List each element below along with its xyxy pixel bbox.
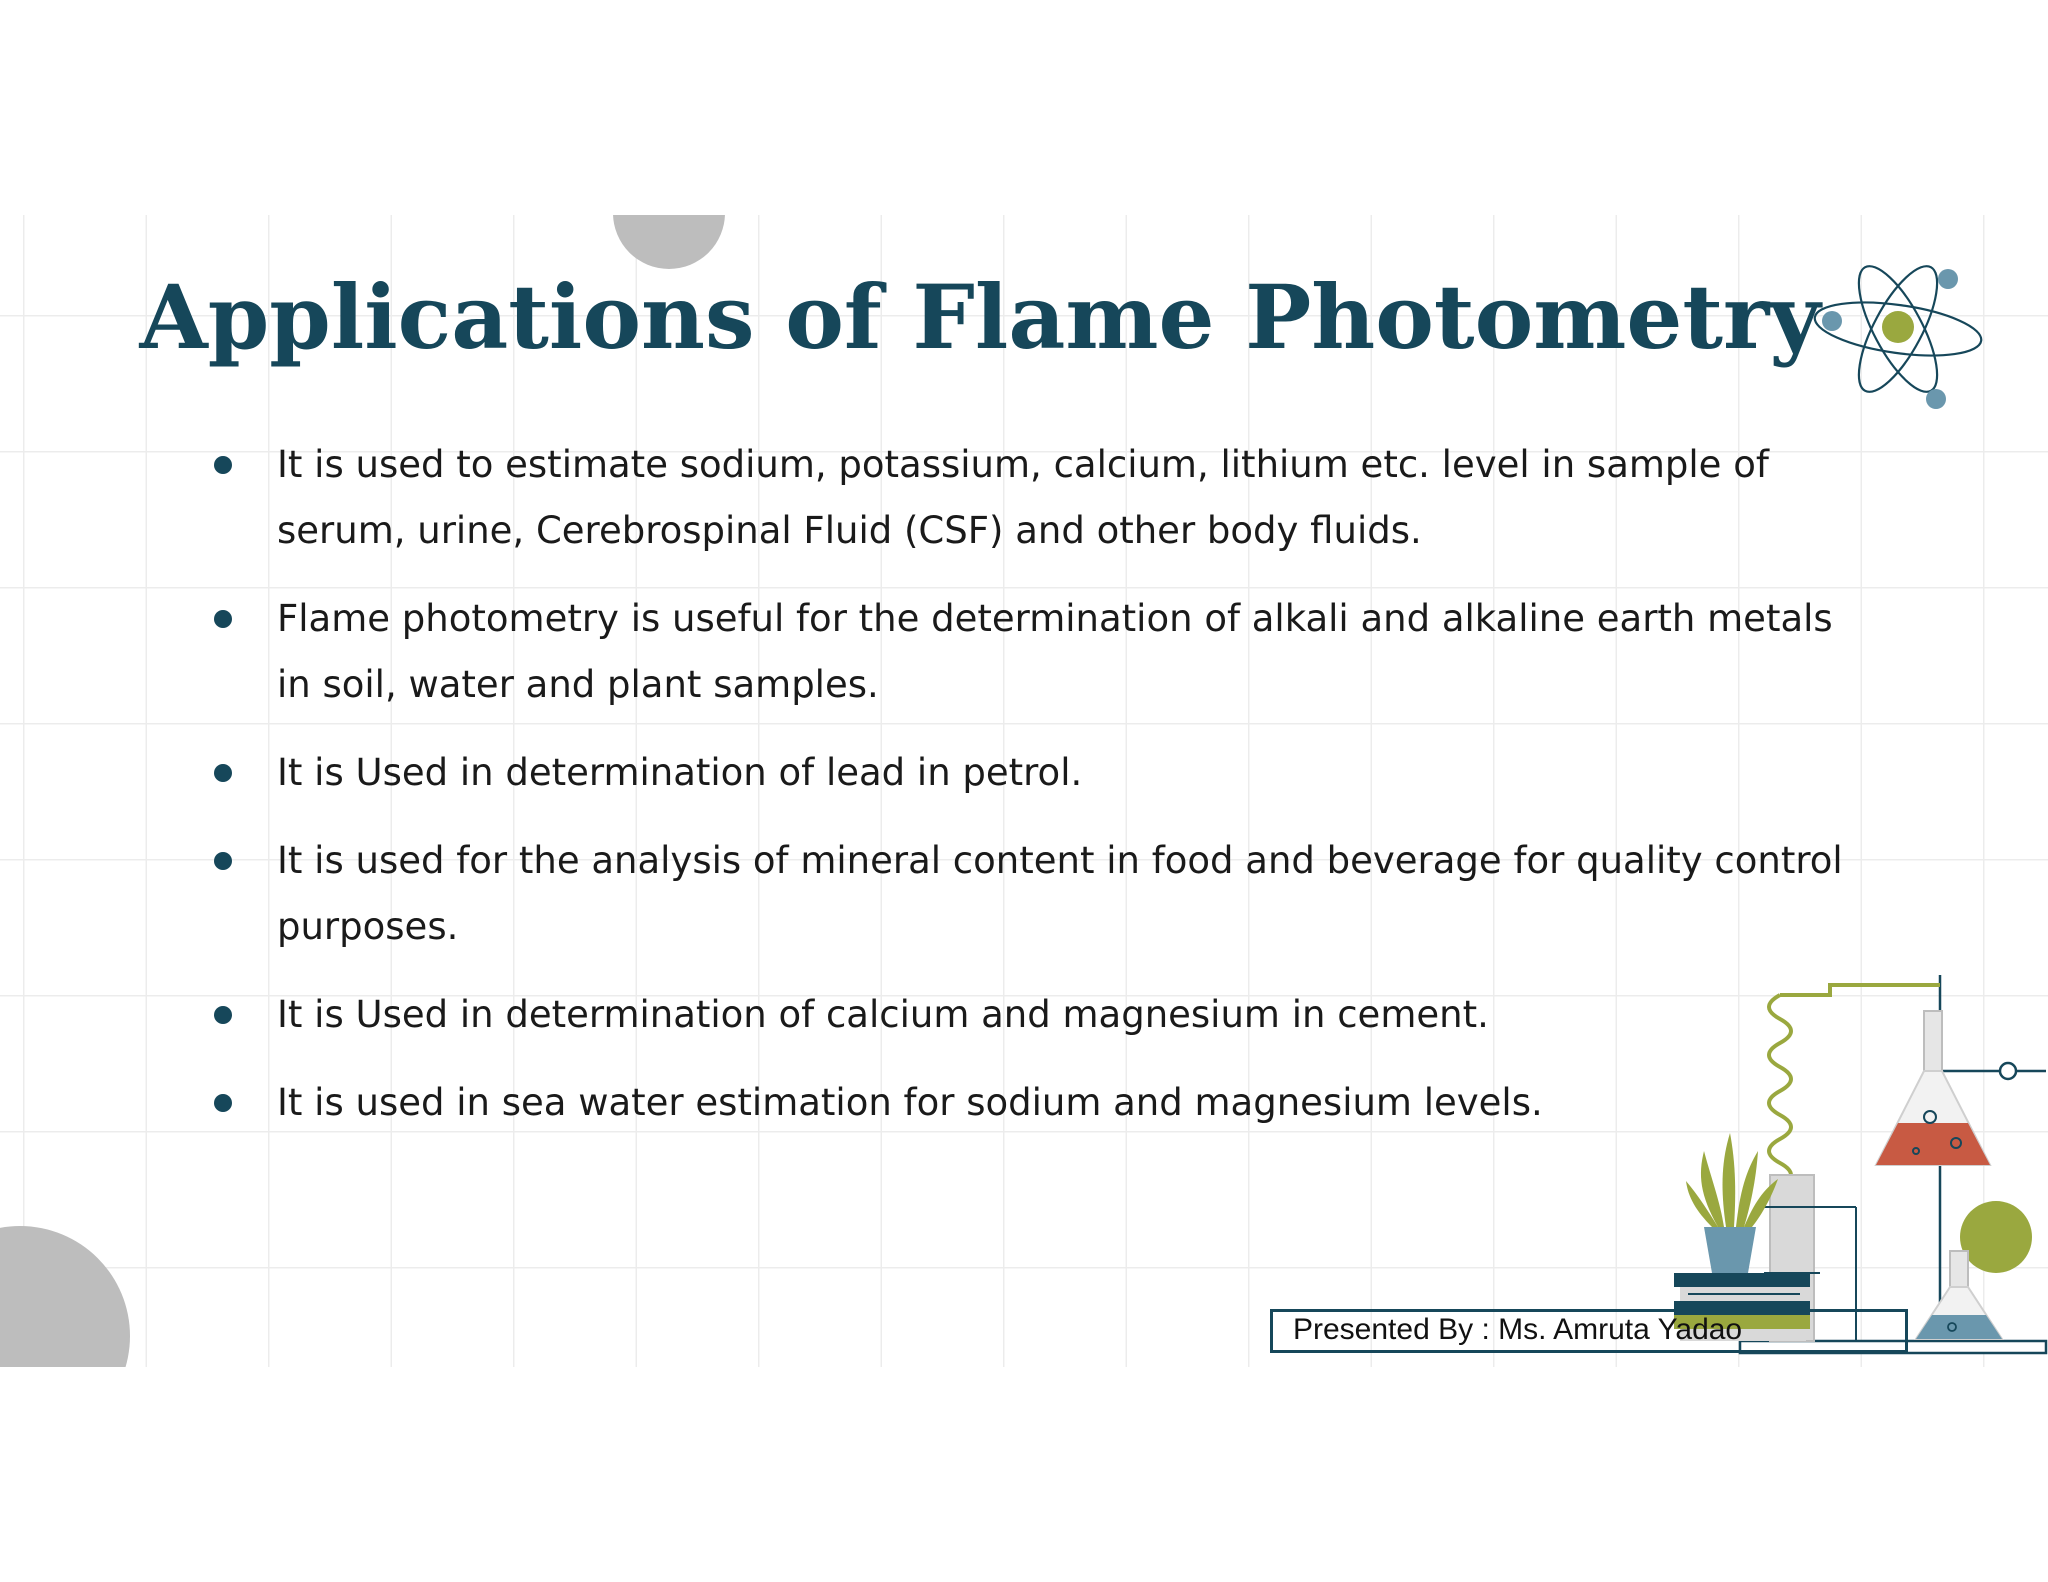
decorative-circle-bottom (0, 1226, 130, 1367)
bullet-dot (214, 610, 232, 628)
bullet-item (210, 828, 1850, 960)
bullet-text: It is used in sea water estimation for sodium and magnesium levels. (277, 1081, 1543, 1124)
decorative-circle-top (613, 215, 725, 269)
slide-title: Applications of Flame Photometry (139, 265, 1821, 369)
bullet-text: It is Used in determination of calcium and magnesium in cement. (277, 993, 1489, 1036)
bullet-text: It is used to estimate sodium, potassium, calcium, lithium etc. level in sample of serum, urine, Cerebrospinal Fluid (CSF) and other body fluids. (277, 443, 1769, 552)
bullet-text: It is Used in determination of lead in petrol. (277, 751, 1083, 794)
bullet-list (210, 432, 1850, 1158)
presenter-text: Presented By : Ms. Amruta Yadao (1293, 1313, 1743, 1346)
bullet-text: It is used for the analysis of mineral content in food and beverage for quality control purposes. (277, 839, 1843, 948)
bullet-dot (214, 764, 232, 782)
bullet-item (210, 586, 1850, 718)
bullet-item (210, 740, 1850, 806)
bullet-item (210, 982, 1850, 1048)
bullet-item (210, 1070, 1850, 1136)
atom-icon (1812, 259, 1986, 419)
bullet-dot (214, 852, 232, 870)
bullet-text: Flame photometry is useful for the determination of alkali and alkaline earth metals in soil, water and plant samples. (277, 597, 1833, 706)
bullet-dot (214, 1006, 232, 1024)
bullet-dot (214, 1094, 232, 1112)
slide (0, 215, 2048, 1367)
bullet-item (210, 432, 1850, 564)
bullet-dot (214, 456, 232, 474)
presenter-box (1270, 1309, 1908, 1353)
